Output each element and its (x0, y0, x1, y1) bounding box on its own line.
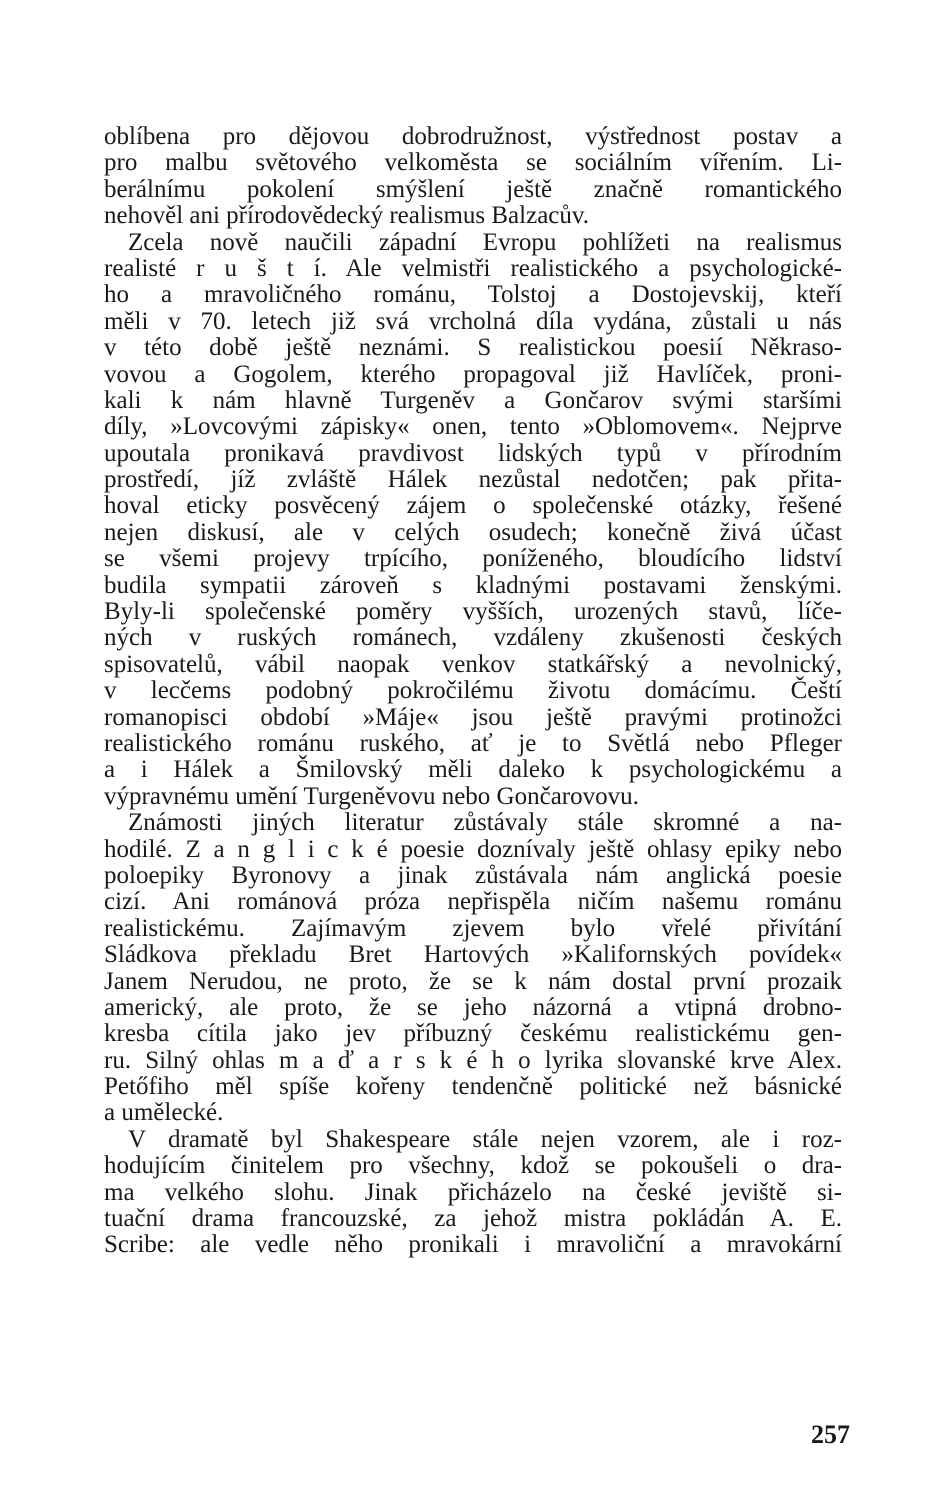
text-line: romanopisci období »Máje« jsou ještě pravými protinožci (104, 703, 842, 731)
text-line: poloepiky Byronovy a jinak zůstávala nám anglická poesie (104, 861, 842, 889)
text-line: v této době ještě neznámi. S realistickou poesií Někraso- (104, 334, 842, 362)
text-line: realistickému. Zajímavým zjevem bylo vřelé přivítání (104, 914, 842, 942)
text-line: Petőfiho měl spíše kořeny tendenčně politické než básnické (104, 1073, 842, 1101)
text-line: Byly-li společenské poměry vyšších, urozených stavů, líče- (104, 598, 842, 626)
body-text (104, 124, 842, 1259)
text-line: měli v 70. letech již svá vrcholná díla vydána, zůstali u nás (104, 307, 842, 335)
text-line: hodujícím činitelem pro všechny, kdož se pokoušeli o dra- (104, 1152, 842, 1180)
text-line: Známosti jiných literatur zůstávaly stále skromné a na- (128, 809, 842, 837)
text-line: Scribe: ale vedle něho pronikali i mravoliční a mravokární (104, 1231, 842, 1259)
text-line: hoval eticky posvěcený zájem o společenské otázky, řešené (104, 492, 842, 520)
text-line: kresba cítila jako jev příbuzný českému realistickému gen- (104, 1020, 842, 1048)
text-line: ru. Silný ohlas m a ď a r s k é h o lyrika slovanské krve Alex. (104, 1046, 842, 1074)
text-line: prostředí, jíž zvláště Hálek nezůstal nedotčen; pak přita- (104, 466, 842, 494)
text-line: spisovatelů, vábil naopak venkov statkářský a nevolnický, (104, 650, 842, 678)
text-line: díly, »Lovcovými zápisky« onen, tento »Oblomovem«. Nejprve (104, 413, 842, 441)
text-line: upoutala pronikavá pravdivost lidských typů v přírodním (104, 439, 842, 467)
text-line: ma velkého slohu. Jinak přicházelo na české jeviště si- (104, 1178, 842, 1206)
text-line: americký, ale proto, že se jeho názorná a vtipná drobno- (104, 993, 842, 1021)
text-line: ných v ruských románech, vzdáleny zkušenosti českých (104, 624, 842, 652)
text-line: hodilé. Z a n g l i c k é poesie doznívaly ještě ohlasy epiky nebo (104, 835, 842, 863)
text-line: budila sympatii zároveň s kladnými postavami ženskými. (104, 571, 842, 599)
text-line: berálnímu pokolení smýšlení ještě značně romantického (104, 175, 842, 203)
text-line: ho a mravoličného románu, Tolstoj a Dostojevskij, kteří (104, 281, 842, 309)
text-line: vovou a Gogolem, kterého propagoval již Havlíček, proni- (104, 360, 842, 388)
text-line: realistického románu ruského, ať je to Světlá nebo Pfleger (104, 729, 842, 757)
text-line: se všemi projevy trpícího, poníženého, bloudícího lidství (104, 545, 842, 573)
text-line: Janem Nerudou, ne proto, že se k nám dostal první prozaik (104, 967, 842, 995)
text-line: V dramatě byl Shakespeare stále nejen vzorem, ale i roz- (128, 1125, 842, 1153)
text-line: pro malbu světového velkoměsta se sociálním vířením. Li- (104, 149, 842, 177)
text-line: výpravnému umění Turgeněvovu nebo Gončarovovu. (104, 782, 639, 810)
text-line: a i Hálek a Šmilovský měli daleko k psychologickému a (104, 756, 842, 784)
text-line: v lecčems podobný pokročilému životu domácímu. Čeští (104, 677, 842, 705)
text-line: Sládkova překladu Bret Hartových »Kalifornských povídek« (104, 941, 842, 969)
text-line: nehověl ani přírodovědecký realismus Balzacův. (104, 202, 590, 230)
text-line: cizí. Ani románová próza nepřispěla ničím našemu románu (104, 888, 842, 916)
page-number: 257 (811, 1420, 850, 1449)
text-line: nejen diskusí, ale v celých osudech; konečně živá účast (104, 518, 842, 546)
text-line: oblíbena pro dějovou dobrodružnost, výstřednost postav a (104, 123, 842, 150)
text-line: a umělecké. (104, 1099, 224, 1127)
text-line: tuační drama francouzské, za jehož mistra pokládán A. E. (104, 1205, 842, 1233)
text-line: realisté r u š t í. Ale velmistři realistického a psychologické- (104, 254, 842, 282)
text-line: Zcela nově naučili západní Evropu pohlížeti na realismus (128, 228, 842, 256)
text-line: kali k nám hlavně Turgeněv a Gončarov svými staršími (104, 386, 842, 414)
